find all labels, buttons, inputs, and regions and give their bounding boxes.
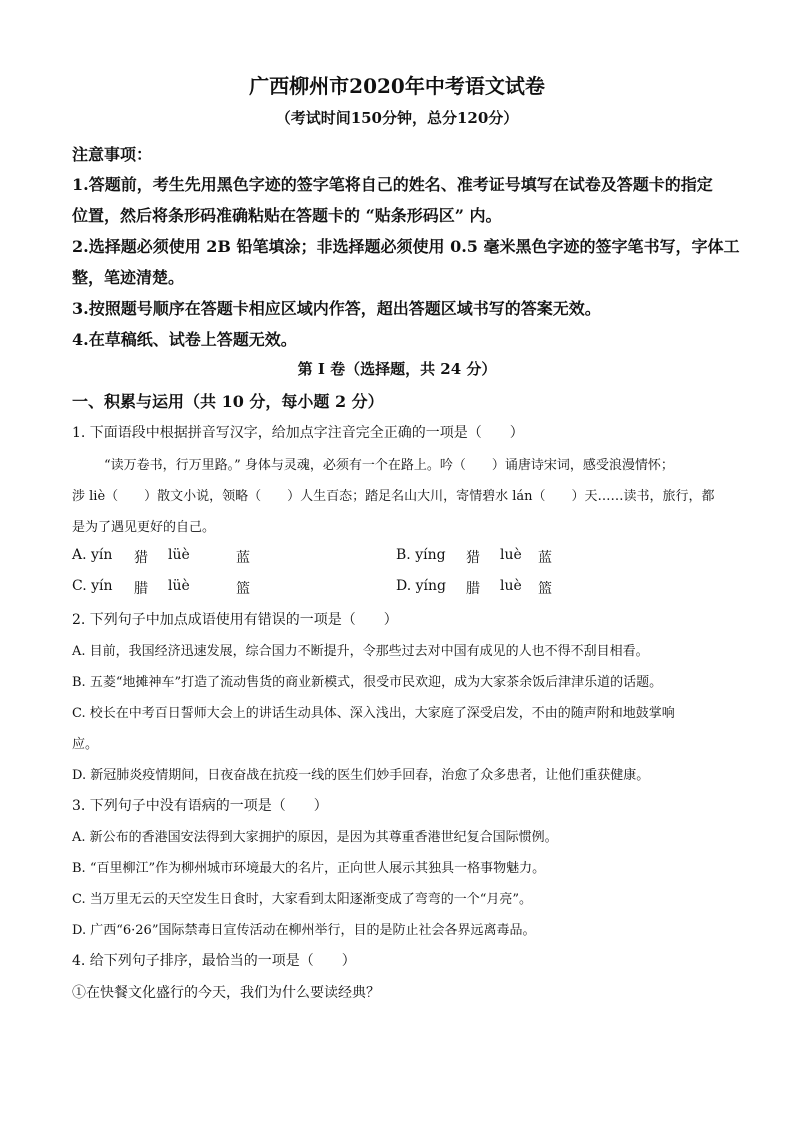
question-stem: 4. 给下列句子排序，最恰当的一项是（ ） [72,953,356,969]
section-heading: 一、积累与运用（共 10 分，每小题 2 分） [72,392,384,411]
option-label: B. yíng [396,547,446,563]
option-line: C. 当万里无云的天空发生日食时，大家看到太阳逐渐变成了弯弯的一个“月亮”。 [72,892,533,907]
option-cell: 篮 [538,581,552,597]
option-cell: 猎 [466,550,480,566]
passage-line: 涉 liè（ ）散文小说，领略（ ）人生百态；踏足名山大川，寄情碧水 lán（ ）天……读书，旅行，都 [72,489,715,504]
notice-line: 1.答题前，考生先用黑色字迹的签字笔将自己的姓名、准考证号填写在试卷及答题卡的指定 [72,175,713,194]
option-label: A. yín [72,547,113,563]
option-cell: 篮 [236,581,250,597]
page-title: 广西柳州市2020年中考语文试卷 [249,74,545,98]
option-line: A. 目前，我国经济迅速发展，综合国力不断提升，令那些过去对中国有成见的人也不得不刮目相看。 [72,644,649,659]
option-line: A. 新公布的香港国安法得到大家拥护的原因，是因为其尊重香港世纪复合国际惯例。 [72,830,558,845]
option-line: D. 新冠肺炎疫情期间，日夜奋战在抗疫一线的医生们妙手回春，治愈了众多患者，让他们重获健康。 [72,768,650,783]
notice-line: 位置，然后将条形码准确粘贴在答题卡的 “贴条形码区” 内。 [72,206,502,225]
option-cell: 腊 [466,581,480,597]
option-line: C. 校长在中考百日誓师大会上的讲话生动具体、深入浅出，大家庭了深受启发，不由的随声附和地鼓掌响 [72,706,675,721]
notice-heading: 注意事项： [72,145,153,164]
option-cell: luè [500,547,522,563]
option-line: 应。 [72,737,99,752]
sentence-line: ①在快餐文化盛行的今天，我们为什么要读经典？ [72,985,380,1001]
option-cell: 蓝 [538,550,552,566]
question-stem: 1. 下面语段中根据拼音写汉字，给加点字注音完全正确的一项是（ ） [72,425,524,441]
option-line: B. “百里柳江”作为柳州城市环境最大的名片，正向世人展示其独具一格事物魅力。 [72,861,546,876]
option-line: D. 广西“6·26”国际禁毒日宣传活动在柳州举行，目的是防止社会各界远离毒品。 [72,923,536,938]
passage-line: “读万卷书，行万里路。” 身体与灵魂，必须有一个在路上。吟（ ）诵唐诗宋词，感受浪漫情怀； [104,458,674,473]
notice-line: 3.按照题号顺序在答题卡相应区域内作答，超出答题区域书写的答案无效。 [72,299,601,318]
option-cell: 腊 [134,581,148,597]
option-cell: 猎 [134,550,148,566]
notice-line: 2.选择题必须使用 2B 铅笔填涂；非选择题必须使用 0.5 毫米黑色字迹的签字笔书写，字体工 [72,237,740,256]
option-cell: 蓝 [236,550,250,566]
page-subtitle: （考试时间150分钟，总分120分） [275,109,519,127]
option-cell: luè [500,578,522,594]
option-label: D. yíng [396,578,446,594]
passage-line: 是为了遇见更好的自己。 [72,520,216,535]
option-cell: lüè [168,578,190,594]
notice-line: 整，笔迹清楚。 [72,268,185,287]
question-stem: 2. 下列句子中加点成语使用有错误的一项是（ ） [72,612,398,628]
volume-title: 第 I 卷（选择题，共 24 分） [297,360,497,378]
option-line: B. 五菱“地摊神车”打造了流动售货的商业新模式，很受市民欢迎，成为大家茶余饭后津津乐道的话题。 [72,675,663,690]
notice-line: 4.在草稿纸、试卷上答题无效。 [72,330,297,349]
option-label: C. yín [72,578,113,594]
option-cell: lüè [168,547,190,563]
question-stem: 3. 下列句子中没有语病的一项是（ ） [72,798,328,814]
